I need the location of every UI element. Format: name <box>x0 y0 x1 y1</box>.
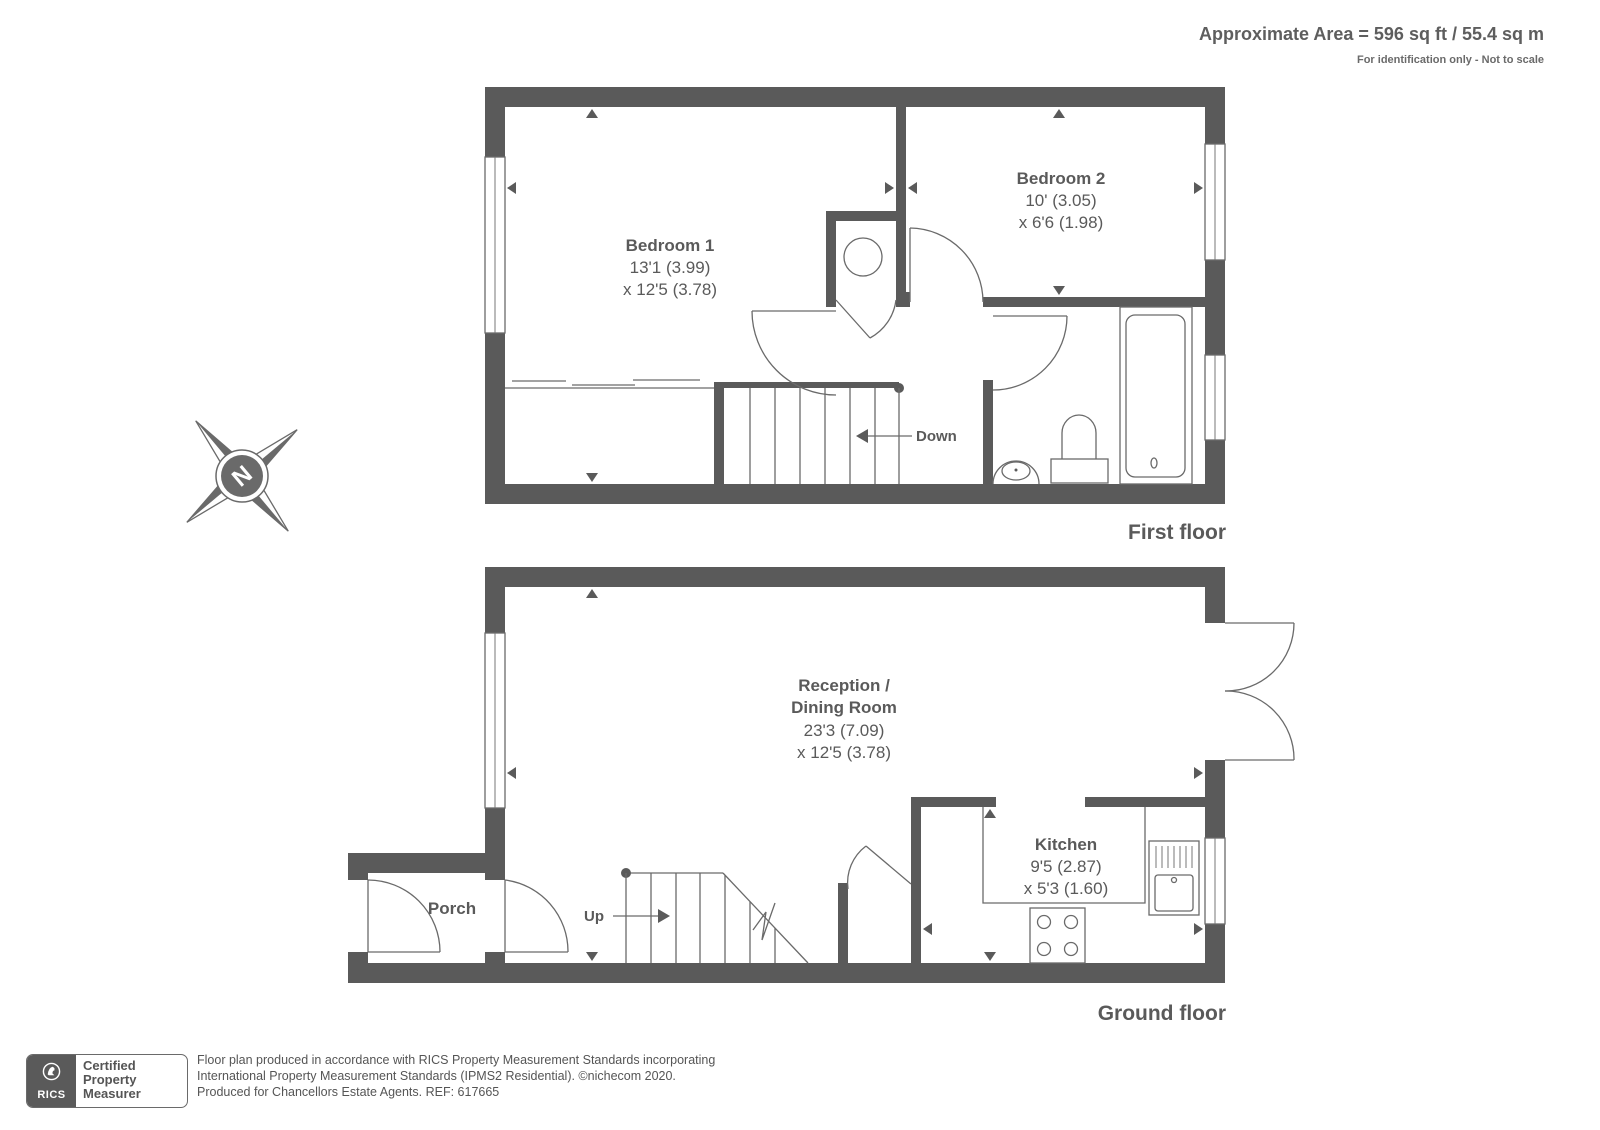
sink-icon <box>993 461 1039 484</box>
wall-cupboard-stub <box>896 292 910 307</box>
stairs-up <box>613 868 808 963</box>
wall-bath-landing <box>983 380 993 484</box>
wall-bed1-bed2 <box>896 107 906 302</box>
badge-line3: Measurer <box>83 1086 141 1101</box>
wall-right-3 <box>1205 440 1225 504</box>
kitchen-dim2: x 5'3 (1.60) <box>1023 879 1109 898</box>
wall-porch-left-lower <box>348 952 368 983</box>
rics-logo <box>27 1055 76 1107</box>
compass-icon <box>141 375 344 578</box>
bedroom1-name: Bedroom 1 <box>625 236 715 255</box>
door-cupboard <box>836 300 896 338</box>
rics-badge <box>26 1054 188 1108</box>
wall-bottom <box>348 963 1225 983</box>
kitchen-dim1: 9'5 (2.87) <box>1030 857 1102 876</box>
bedroom2-dim1: 10' (3.05) <box>1025 191 1097 210</box>
wall-right-2 <box>1205 260 1225 355</box>
footer-line3: Produced for Chancellors Estate Agents. REF: 617665 <box>197 1085 500 1099</box>
wall-left-upper <box>485 87 505 157</box>
stairs-down <box>750 388 912 484</box>
wall-cupboard-left <box>826 211 836 307</box>
wall-kitchen-top-right <box>1085 797 1205 807</box>
wall-porch-right-stub <box>485 952 505 963</box>
reception-dim1: 23'3 (7.09) <box>803 721 885 740</box>
wall-right-1 <box>1205 87 1225 144</box>
wall-porch-left-upper <box>348 853 368 880</box>
bedroom2-dim2: x 6'6 (1.98) <box>1018 213 1104 232</box>
wall-cupboard-top <box>826 211 896 221</box>
dimension-markers-first <box>507 109 1203 482</box>
window-reception <box>485 633 505 808</box>
wardrobe <box>505 380 714 388</box>
reception-dim2: x 12'5 (3.78) <box>797 743 891 762</box>
wall-porch-top <box>348 853 505 873</box>
badge-line1: Certified <box>83 1058 136 1073</box>
dimension-markers-ground <box>507 589 1203 961</box>
wall-top <box>485 87 1225 107</box>
wall-kitchen-top-left <box>911 797 996 807</box>
porch-name: Porch <box>427 899 477 918</box>
ground-floor-label: Ground floor <box>1097 1002 1226 1025</box>
window-bedroom1 <box>485 157 505 333</box>
rics-wordmark: RICS <box>37 1089 66 1101</box>
window-kitchen <box>1205 838 1225 924</box>
wall-stair-top <box>714 382 899 388</box>
first-floor-label: First floor <box>1128 521 1226 544</box>
footer-line2: International Property Measurement Standards (IPMS2 Residential). ©nichecom 2020. <box>197 1069 676 1083</box>
reception-name-line2: Dining Room <box>791 698 897 717</box>
wall-top <box>485 567 1225 587</box>
badge-line2: Property <box>83 1072 137 1087</box>
kitchen-name: Kitchen <box>1034 835 1098 854</box>
ground-floor <box>348 567 1294 1025</box>
bedroom1-dim2: x 12'5 (3.78) <box>623 280 717 299</box>
wall-kitchen-left-upper <box>911 797 921 893</box>
approximate-area: Approximate Area = 596 sq ft / 55.4 sq m <box>1199 24 1544 44</box>
wall-right-1 <box>1205 567 1225 623</box>
wall-kitchen-left-lower <box>911 883 921 963</box>
footer-line1: Floor plan produced in accordance with RICS Property Measurement Standards incorporating <box>197 1053 716 1067</box>
stairs-up-label: Up <box>584 908 604 925</box>
stairs-down-label: Down <box>916 428 957 445</box>
reception-name-line1: Reception / <box>798 676 890 695</box>
bedroom1-dim1: 13'1 (3.99) <box>629 258 711 277</box>
door-understairs-cupboard <box>848 846 911 889</box>
door-porch-inner <box>505 880 568 952</box>
certified-measurer-text <box>83 1059 141 1101</box>
footer-disclaimer <box>197 1052 715 1100</box>
first-floor <box>485 87 1226 544</box>
toilet-icon <box>1051 415 1108 483</box>
wall-right-3 <box>1205 924 1225 983</box>
wall-right-2 <box>1205 760 1225 838</box>
wall-bed2-bath <box>983 297 1205 307</box>
window-bedroom2 <box>1205 144 1225 260</box>
rics-crest-icon <box>42 1062 61 1081</box>
kitchen-sink-icon <box>1149 841 1199 915</box>
door-bedroom2 <box>910 228 983 302</box>
french-doors <box>1225 623 1294 760</box>
wall-stair-left <box>714 382 724 484</box>
compass-letter: N <box>227 460 258 493</box>
door-bathroom <box>993 316 1067 390</box>
bedroom2-name: Bedroom 2 <box>1016 169 1106 188</box>
scale-disclaimer: For identification only - Not to scale <box>1356 54 1544 66</box>
wall-cupboard-left <box>838 883 848 963</box>
wall-bottom <box>485 484 1225 504</box>
wall-left-upper <box>485 567 505 633</box>
wall-left-lower <box>485 333 505 504</box>
bathtub-icon <box>1120 307 1192 484</box>
cylinder-icon <box>844 238 882 276</box>
window-bathroom <box>1205 355 1225 440</box>
hob-icon <box>1030 908 1085 963</box>
